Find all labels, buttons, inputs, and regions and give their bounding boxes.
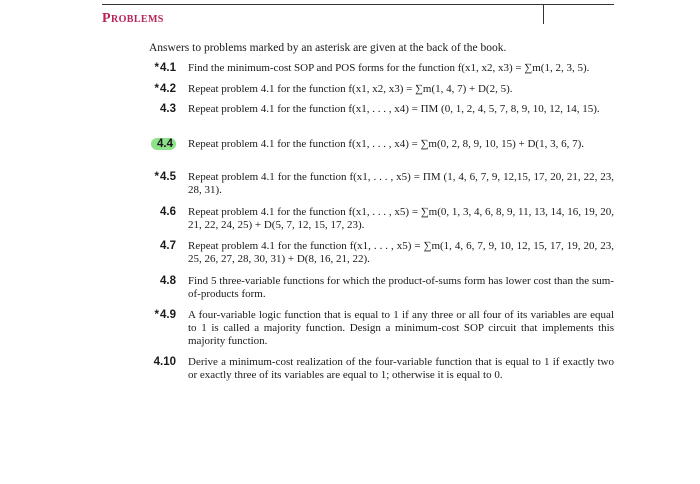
problem-text: Repeat problem 4.1 for the function f(x1, . . . , x5) = ∑m(0, 1, 3, 4, 6, 8, 9, 11, 13, 14, 16, 19, 20, 21, 22, 24, 25) + D(5, 7, 12, 15, 17, 23). (188, 206, 614, 231)
problem-text: Repeat problem 4.1 for the function f(x1, . . . , x4) = ∑m(0, 2, 8, 9, 10, 15) + D(1, 3, 6, 7). (188, 138, 585, 150)
problem-text: Repeat problem 4.1 for the function f(x1, . . . , x5) = ΠM (1, 4, 6, 7, 9, 12,15, 17, 20, 21, 22, 23, 28, 31). (188, 171, 614, 196)
problem-text: A four-variable logic function that is equal to 1 if any three or all four of its variables are equal to 1 is called a majority function. Design a minimum-cost SOP circuit that implements this majority function. (188, 309, 614, 347)
problem-number: *4.9 (154, 309, 176, 321)
intro-text: Answers to problems marked by an asterisk are given at the back of the book. (149, 42, 507, 54)
problem-number: 4.8 (160, 275, 176, 287)
problem-number: *4.5 (154, 171, 176, 183)
problem-number: 4.6 (160, 206, 176, 218)
problem-number: *4.1 (154, 62, 176, 74)
problem-text: Repeat problem 4.1 for the function f(x1, . . . , x5) = ∑m(1, 4, 6, 7, 9, 10, 12, 15, 17, 19, 20, 23, 25, 26, 27, 28, 30, 31) + D(8, 16, 21, 22). (188, 240, 614, 265)
problem-text: Find 5 three-variable functions for which the product-of-sums form has lower cost than the sum-of-products form. (188, 275, 614, 300)
problem-text: Repeat problem 4.1 for the function f(x1, x2, x3) = ∑m(1, 4, 7) + D(2, 5). (188, 83, 513, 95)
top-rule (102, 4, 614, 5)
problem-number: 4.3 (160, 103, 176, 115)
section-heading: Problems (102, 11, 164, 26)
problem-number: 4.10 (153, 356, 176, 368)
problem-number (132, 138, 176, 150)
problem-text: Derive a minimum-cost realization of the four-variable function that is equal to 1 if exactly two or exactly three of its variables are equal to 1; otherwise it is equal to 0. (188, 356, 614, 381)
problem-text: Find the minimum-cost SOP and POS forms for the function f(x1, x2, x3) = ∑m(1, 2, 3, 5). (188, 62, 590, 74)
problem-text: Repeat problem 4.1 for the function f(x1, . . . , x4) = ΠM (0, 1, 2, 4, 5, 7, 8, 9, 10, 12, 14, 15). (188, 103, 600, 115)
highlight-marker: 4.4 (151, 138, 176, 150)
header-divider (543, 5, 544, 24)
problem-number: 4.7 (160, 240, 176, 252)
problem-number: *4.2 (154, 83, 176, 95)
